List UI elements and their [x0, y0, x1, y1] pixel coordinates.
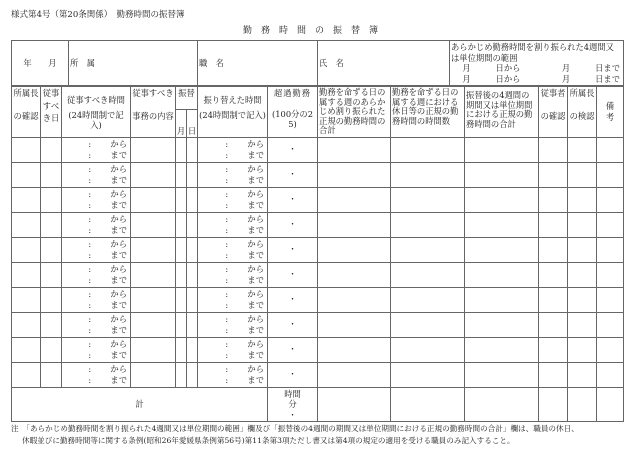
work-day-cell[interactable] [41, 137, 62, 162]
overtime-cell[interactable]: ・ [268, 237, 318, 262]
range-field[interactable] [450, 41, 624, 86]
swap-day-cell[interactable] [187, 237, 198, 262]
after-swap-total-cell[interactable] [465, 262, 539, 287]
after-swap-total-cell[interactable] [465, 212, 539, 237]
holiday-hours-cell[interactable] [391, 312, 465, 337]
footnote [11, 423, 623, 447]
swap-day-cell[interactable] [187, 312, 198, 337]
table-row [12, 137, 624, 162]
work-day-cell[interactable] [41, 362, 62, 387]
weekly-total-cell[interactable] [318, 187, 391, 212]
holiday-hours-cell[interactable] [391, 162, 465, 187]
work-day-cell[interactable] [41, 262, 62, 287]
work-time-cell[interactable]: : から : まで [62, 137, 131, 162]
work-time-cell[interactable]: : から : まで [62, 162, 131, 187]
swap-day-cell[interactable] [187, 212, 198, 237]
overtime-cell[interactable]: ・ [268, 137, 318, 162]
footnote-line-1: 注 「あらかじめ勤務時間を割り振られた4週間又は単位期間の範囲」欄及び「振替後の4週間の期間又は単位期間における正規の勤務時間の合計」欄は、職員の休日、 [11, 424, 579, 433]
total-cell[interactable] [568, 387, 597, 422]
after-swap-total-cell[interactable] [465, 287, 539, 312]
remarks-cell[interactable] [597, 237, 624, 262]
holiday-hours-cell[interactable] [391, 237, 465, 262]
after-swap-total-cell[interactable] [465, 237, 539, 262]
swap-month-cell[interactable] [176, 337, 187, 362]
weekly-total-cell[interactable] [318, 212, 391, 237]
chief-confirm-cell[interactable] [12, 312, 41, 337]
range-line-1: 月 日から 月 日まで [462, 63, 620, 73]
weekly-total-cell[interactable] [318, 137, 391, 162]
worker-confirm-cell[interactable] [539, 212, 568, 237]
total-cell[interactable] [465, 387, 539, 422]
after-swap-total-cell[interactable] [465, 362, 539, 387]
duty-cell[interactable] [131, 312, 176, 337]
remarks-cell[interactable] [597, 212, 624, 237]
swap-day-cell[interactable] [187, 337, 198, 362]
remarks-cell[interactable] [597, 362, 624, 387]
worker-confirm-cell[interactable] [539, 187, 568, 212]
work-time-cell[interactable]: : から : まで [62, 187, 131, 212]
table-row [12, 312, 624, 337]
after-swap-total-cell[interactable] [465, 312, 539, 337]
holiday-hours-cell[interactable] [391, 287, 465, 312]
chief-confirm-cell[interactable] [12, 237, 41, 262]
chief-confirm-cell[interactable] [12, 162, 41, 187]
footnote-line-2: 休暇並びに勤務時間等に関する条例(昭和26年愛媛県条例第56号)第11条第3項ただし書又は第4項の規定の適用を受ける職員のみ記入すること。 [22, 436, 515, 445]
swap-day-cell[interactable] [187, 187, 198, 212]
range-line-2: 月 日から 月 日まで [462, 73, 620, 84]
holiday-hours-cell[interactable] [391, 362, 465, 387]
worker-confirm-cell[interactable] [539, 137, 568, 162]
header-weekly-total: 勤務を命ずる日の属する週のあらかじめ割り振られた正規の勤務時間の合計 [318, 87, 391, 138]
swap-day-cell[interactable] [187, 262, 198, 287]
range-title: あらかじめ勤務時間を割り振られた4週間又は単位期間の範囲 [451, 42, 614, 63]
swapped-time-cell[interactable]: : から : まで [198, 162, 268, 187]
worker-confirm-cell[interactable] [539, 312, 568, 337]
header-duty: 従事すべき 事務の内容 [131, 87, 176, 138]
chief-check-cell[interactable] [568, 287, 597, 312]
work-day-cell[interactable] [41, 312, 62, 337]
remarks-cell[interactable] [597, 337, 624, 362]
header-work-time: 従事すべき時間 (24時間制で記入) [62, 87, 131, 138]
work-time-cell[interactable]: : から : まで [62, 212, 131, 237]
worker-confirm-cell[interactable] [539, 262, 568, 287]
table-row [12, 337, 624, 362]
overtime-cell[interactable]: ・ [268, 312, 318, 337]
holiday-hours-cell[interactable] [391, 212, 465, 237]
work-time-cell[interactable]: : から : まで [62, 362, 131, 387]
header-remarks: 備 考 [597, 87, 624, 138]
after-swap-total-cell[interactable] [465, 137, 539, 162]
header-swap: 振替 [176, 87, 198, 110]
swap-day-cell[interactable] [187, 287, 198, 312]
work-day-cell[interactable] [41, 237, 62, 262]
overtime-cell[interactable]: ・ [268, 162, 318, 187]
duty-cell[interactable] [131, 287, 176, 312]
swap-day-cell[interactable] [187, 162, 198, 187]
table-row [12, 212, 624, 237]
work-time-cell[interactable]: : から : まで [62, 262, 131, 287]
remarks-cell[interactable] [597, 262, 624, 287]
worker-confirm-cell[interactable] [539, 287, 568, 312]
weekly-total-cell[interactable] [318, 312, 391, 337]
remarks-cell[interactable] [597, 187, 624, 212]
work-day-cell[interactable] [41, 212, 62, 237]
chief-confirm-cell[interactable] [12, 137, 41, 162]
remarks-cell[interactable] [597, 137, 624, 162]
worker-confirm-cell[interactable] [539, 362, 568, 387]
work-time-cell[interactable]: : から : まで [62, 312, 131, 337]
chief-check-cell[interactable] [568, 237, 597, 262]
swapped-time-cell[interactable]: : から : まで [198, 312, 268, 337]
chief-confirm-cell[interactable] [12, 262, 41, 287]
header-swapped-time: 振り替えた時間 (24時間制で記入) [198, 87, 268, 138]
swap-day-cell[interactable] [187, 137, 198, 162]
weekly-total-cell[interactable] [318, 337, 391, 362]
swapped-time-cell[interactable]: : から : まで [198, 212, 268, 237]
chief-check-cell[interactable] [568, 137, 597, 162]
swapped-time-cell[interactable]: : から : まで [198, 237, 268, 262]
swapped-time-cell[interactable]: : から : まで [198, 287, 268, 312]
swapped-time-cell[interactable]: : から : まで [198, 137, 268, 162]
overtime-cell[interactable]: ・ [268, 337, 318, 362]
holiday-hours-cell[interactable] [391, 337, 465, 362]
total-cell[interactable] [539, 387, 568, 422]
work-time-cell[interactable]: : から : まで [62, 237, 131, 262]
holiday-hours-cell[interactable] [391, 137, 465, 162]
form-id: 様式第4号（第20条関係） 勤務時間の振替簿 [11, 10, 185, 20]
chief-check-cell[interactable] [568, 187, 597, 212]
header-chief-check: 所属長 の検認 [568, 87, 597, 138]
holiday-hours-cell[interactable] [391, 187, 465, 212]
swap-month-cell[interactable] [176, 237, 187, 262]
work-day-cell[interactable] [41, 287, 62, 312]
duty-cell[interactable] [131, 362, 176, 387]
overtime-cell[interactable]: ・ [268, 362, 318, 387]
header-holiday-hours: 勤務を命ずる日の属する週における休日等の正規の勤務時間の時間数 [391, 87, 465, 138]
header-after-swap-total: 振替後の4週間の期間又は単位期間における正規の勤務時間の合計 [465, 87, 539, 138]
page-title: 勤務時間の振替簿 [243, 26, 388, 36]
swap-month-cell[interactable] [176, 362, 187, 387]
overtime-cell[interactable]: ・ [268, 262, 318, 287]
header-month: 月 [176, 110, 187, 137]
weekly-total-cell[interactable] [318, 262, 391, 287]
total-cell[interactable] [391, 387, 465, 422]
chief-check-cell[interactable] [568, 312, 597, 337]
chief-check-cell[interactable] [568, 362, 597, 387]
duty-cell[interactable] [131, 187, 176, 212]
swap-month-cell[interactable] [176, 137, 187, 162]
overtime-cell[interactable]: ・ [268, 187, 318, 212]
duty-cell[interactable] [131, 237, 176, 262]
chief-check-cell[interactable] [568, 337, 597, 362]
swap-month-cell[interactable] [176, 162, 187, 187]
header-overtime: 超過勤務 (100分の25) [268, 87, 318, 138]
swap-log-table [11, 86, 624, 422]
duty-cell[interactable] [131, 137, 176, 162]
total-cell[interactable] [597, 387, 624, 422]
work-day-cell[interactable] [41, 187, 62, 212]
header-info-table [11, 40, 624, 86]
work-day-cell[interactable] [41, 162, 62, 187]
work-time-cell[interactable]: : から : まで [62, 337, 131, 362]
chief-check-cell[interactable] [568, 162, 597, 187]
duty-cell[interactable] [131, 162, 176, 187]
duty-cell[interactable] [131, 337, 176, 362]
chief-confirm-cell[interactable] [12, 337, 41, 362]
worker-confirm-cell[interactable] [539, 162, 568, 187]
work-day-cell[interactable] [41, 337, 62, 362]
header-worker-confirm: 従事者 の確認 [539, 87, 568, 138]
total-overtime[interactable]: 時間 分 ・ [268, 387, 318, 422]
swap-month-cell[interactable] [176, 262, 187, 287]
worker-confirm-cell[interactable] [539, 237, 568, 262]
swapped-time-cell[interactable]: : から : まで [198, 362, 268, 387]
duty-cell[interactable] [131, 262, 176, 287]
remarks-cell[interactable] [597, 312, 624, 337]
table-row [12, 162, 624, 187]
holiday-hours-cell[interactable] [391, 262, 465, 287]
table-row [12, 362, 624, 387]
overtime-cell[interactable]: ・ [268, 212, 318, 237]
weekly-total-cell[interactable] [318, 362, 391, 387]
remarks-cell[interactable] [597, 162, 624, 187]
total-cell[interactable] [318, 387, 391, 422]
header-day: 日 [187, 110, 198, 137]
name-field[interactable]: 氏 名 [318, 41, 450, 86]
chief-check-cell[interactable] [568, 212, 597, 237]
remarks-cell[interactable] [597, 287, 624, 312]
header-work-day: 従事 すべ き日 [41, 87, 62, 138]
swapped-time-cell[interactable]: : から : まで [198, 337, 268, 362]
after-swap-total-cell[interactable] [465, 337, 539, 362]
weekly-total-cell[interactable] [318, 287, 391, 312]
chief-confirm-cell[interactable] [12, 187, 41, 212]
chief-check-cell[interactable] [568, 262, 597, 287]
swap-month-cell[interactable] [176, 212, 187, 237]
worker-confirm-cell[interactable] [539, 337, 568, 362]
table-row [12, 262, 624, 287]
chief-confirm-cell[interactable] [12, 287, 41, 312]
swap-month-cell[interactable] [176, 312, 187, 337]
work-time-cell[interactable]: : から : まで [62, 287, 131, 312]
table-row [12, 237, 624, 262]
weekly-total-cell[interactable] [318, 237, 391, 262]
chief-confirm-cell[interactable] [12, 362, 41, 387]
swapped-time-cell[interactable]: : から : まで [198, 262, 268, 287]
after-swap-total-cell[interactable] [465, 162, 539, 187]
job-title-field[interactable]: 職 名 [198, 41, 318, 86]
swapped-time-cell[interactable]: : から : まで [198, 187, 268, 212]
after-swap-total-cell[interactable] [465, 187, 539, 212]
affiliation-field[interactable]: 所 属 [69, 41, 198, 86]
swap-month-cell[interactable] [176, 287, 187, 312]
table-row [12, 287, 624, 312]
chief-confirm-cell[interactable] [12, 212, 41, 237]
duty-cell[interactable] [131, 212, 176, 237]
overtime-cell[interactable]: ・ [268, 287, 318, 312]
swap-day-cell[interactable] [187, 362, 198, 387]
weekly-total-cell[interactable] [318, 162, 391, 187]
header-chief-confirm: 所属長 の確認 [12, 87, 41, 138]
table-row [12, 187, 624, 212]
year-month-field[interactable]: 年 月 [12, 41, 69, 86]
total-label: 計 [12, 387, 268, 422]
swap-month-cell[interactable] [176, 187, 187, 212]
